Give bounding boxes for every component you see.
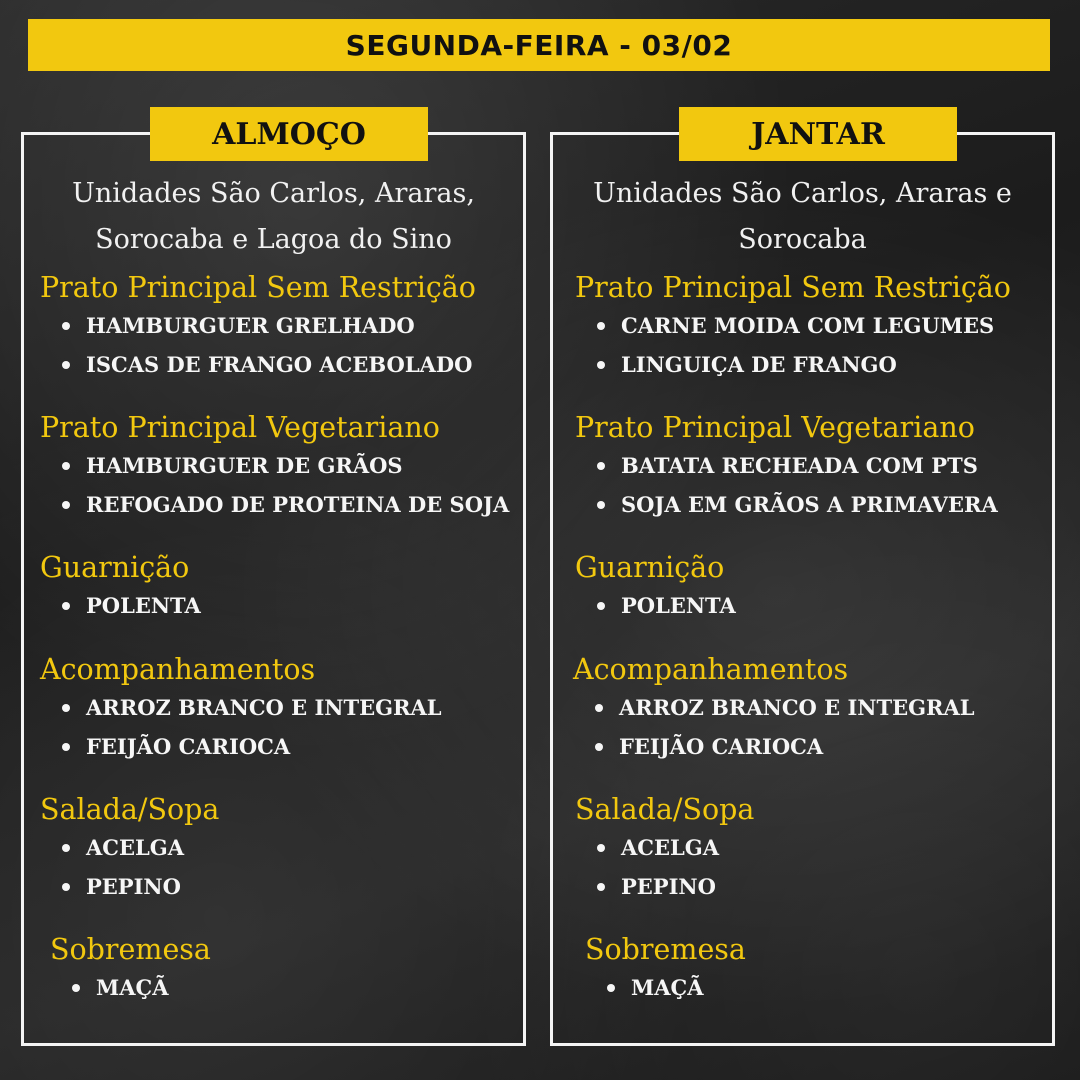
menu-item: PEPINO	[40, 867, 515, 906]
dinner-section-side	[575, 550, 1044, 625]
lunch-section-vegetarian	[40, 410, 515, 524]
dinner-section-dessert	[585, 932, 1044, 1007]
lunch-units-line: Sorocaba e Lagoa do Sino	[95, 224, 452, 255]
dinner-column	[550, 116, 1055, 1046]
lunch-label-box	[150, 107, 428, 161]
dinner-label: JANTAR	[751, 116, 885, 152]
menu-item: HAMBURGUER GRELHADO	[40, 306, 515, 345]
section-title: Prato Principal Vegetariano	[40, 411, 440, 444]
menu-item: ACELGA	[40, 828, 515, 867]
menu-item: POLENTA	[575, 586, 1044, 625]
menu-item: FEIJÃO CARIOCA	[573, 727, 1044, 766]
menu-item: PEPINO	[575, 867, 1044, 906]
menu-item: MAÇÃ	[585, 968, 1044, 1007]
section-title: Sobremesa	[50, 933, 211, 966]
lunch-units-line: Unidades São Carlos, Araras,	[72, 178, 475, 209]
menu-item: FEIJÃO CARIOCA	[40, 727, 515, 766]
dinner-units-line: Sorocaba	[738, 224, 867, 255]
section-title: Acompanhamentos	[573, 653, 849, 686]
dinner-units	[553, 171, 1052, 263]
menu-item: HAMBURGUER DE GRÃOS	[40, 446, 515, 485]
lunch-section-side	[40, 550, 515, 625]
section-title: Prato Principal Sem Restrição	[575, 271, 1011, 304]
lunch-section-accompaniments	[40, 652, 515, 766]
lunch-section-main	[40, 270, 515, 384]
lunch-section-dessert	[50, 932, 515, 1007]
menu-item: REFOGADO DE PROTEINA DE SOJA	[40, 485, 515, 524]
menu-item: CARNE MOIDA COM LEGUMES	[575, 306, 1044, 345]
dinner-section-salad	[575, 792, 1044, 906]
menu-item: ARROZ BRANCO E INTEGRAL	[573, 688, 1044, 727]
dinner-units-line: Unidades São Carlos, Araras e	[593, 178, 1012, 209]
dinner-section-accompaniments	[573, 652, 1044, 766]
section-title: Guarnição	[575, 551, 725, 584]
section-title: Guarnição	[40, 551, 190, 584]
menu-item: ARROZ BRANCO E INTEGRAL	[40, 688, 515, 727]
section-title: Sobremesa	[585, 933, 746, 966]
section-title: Acompanhamentos	[40, 653, 316, 686]
dinner-section-main	[575, 270, 1044, 384]
section-title: Prato Principal Vegetariano	[575, 411, 975, 444]
dinner-label-box	[679, 107, 957, 161]
dinner-section-vegetarian	[575, 410, 1044, 524]
menu-item: BATATA RECHEADA COM PTS	[575, 446, 1044, 485]
day-header	[28, 19, 1050, 71]
lunch-units	[24, 171, 523, 263]
menu-item: MAÇÃ	[50, 968, 515, 1007]
menu-item: LINGUIÇA DE FRANGO	[575, 345, 1044, 384]
menu-item: SOJA EM GRÃOS A PRIMAVERA	[575, 485, 1044, 524]
day-title: SEGUNDA-FEIRA - 03/02	[345, 28, 733, 62]
lunch-section-salad	[40, 792, 515, 906]
section-title: Prato Principal Sem Restrição	[40, 271, 476, 304]
menu-item: ACELGA	[575, 828, 1044, 867]
lunch-column	[21, 116, 526, 1046]
section-title: Salada/Sopa	[40, 793, 220, 826]
lunch-label: ALMOÇO	[212, 116, 366, 152]
menu-item: ISCAS DE FRANGO ACEBOLADO	[40, 345, 515, 384]
section-title: Salada/Sopa	[575, 793, 755, 826]
menu-item: POLENTA	[40, 586, 515, 625]
